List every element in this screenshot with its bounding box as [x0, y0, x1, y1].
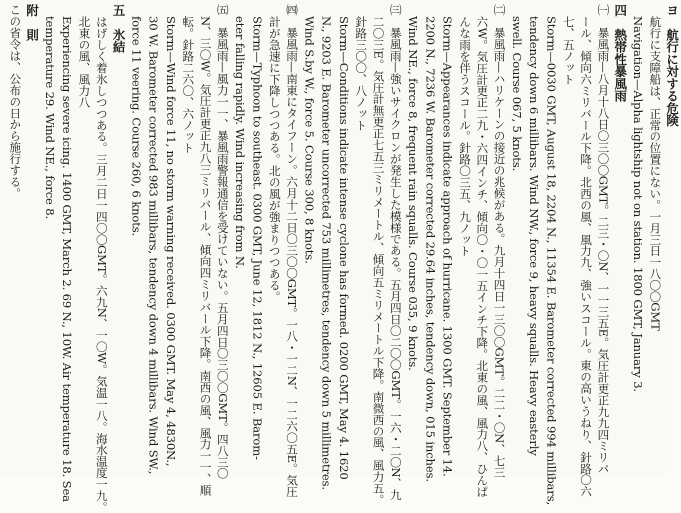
- section-heading-supplementary: 附 則: [24, 4, 40, 41]
- section-heading: ヨ 航行に対する危険: [664, 4, 680, 127]
- text-line: Wind S.by W., force 5. Course 300, 8 knots.: [302, 16, 317, 264]
- text-line: Navigation—Alpha lightship not on station. 1800 GMT, January 3.: [630, 16, 645, 392]
- text-line: んな雨を伴うスコール。針路〇三五、九ノット: [458, 16, 473, 257]
- text-line: この省令は、公布の日から施行する。: [8, 4, 23, 199]
- text-line: 航行に支障船は、正常の位置にない。一月三日一八〇〇GMT: [648, 16, 663, 331]
- text-line: temperature 29. Wind NE., force 8.: [42, 16, 57, 220]
- section-heading-tropical-storm: 四 熱帯性暴風雨: [612, 4, 628, 102]
- text-line: はげしく着氷しつつある。三月二日一四〇〇GMT。六九N、一〇W。気温一八。海水温度一九。: [94, 16, 109, 513]
- text-line: 2200 N., 7236 W. Barometer corrected 29.64 inches, tendency down, 015 inches.: [423, 16, 438, 482]
- text-line: 北東の風、風力八: [77, 16, 92, 108]
- text-line: 転。針路二六〇、六ノット: [181, 16, 196, 154]
- text-line: ール、傾向六ミリバール下降。北西の風、風力九、強いスコール。東の高いうねり、針路〇六: [579, 16, 594, 497]
- text-line: force 11 veering. Course 260, 6 knots.: [129, 16, 144, 237]
- text-line: 針路三〇〇、八ノット: [354, 16, 369, 131]
- text-line: 計が急速に下降しつつある。北の風が強まりつつある。: [267, 16, 282, 303]
- text-line: Storm—Typhoon to southeast. 0300 GMT, June 12, 1812 N., 12605 E. Barom-: [250, 16, 265, 460]
- text-line: Storm—Wind force 11, no storm warning received. 0300 GMT. May 4, 4830N.,: [163, 16, 178, 467]
- text-line: Storm—Appearances indicate approach of hurricane. 1300 GMT. September 14.: [440, 16, 455, 477]
- text-line: N、三〇W。気圧計更正九八三ミリバール、傾向四ミリバール下降。南西の風、風力一一、順: [198, 16, 213, 496]
- text-line: ㈣ 暴風雨—南東にタイフーン。六月十二日〇三〇〇GMT。一八・一二N、一二六〇五E。気圧: [285, 4, 300, 498]
- text-line: 七、五ノット: [561, 16, 576, 85]
- text-line: eter falling rapidly. Wind increasing from N.: [233, 16, 248, 269]
- text-line: 30 W. Barometer corrected 983 millibars, tendency down 4 millibars. Wind SW.,: [146, 16, 161, 475]
- text-line: 六W。気圧計更正二九・六四インチ、傾向〇・〇一五インチ下降。北東の風、風力八、ひんぱ: [475, 16, 490, 498]
- text-line: ㈠ 暴風雨—八月十八日〇三〇〇GMT。二三・〇N、一一三五E。気圧計更正九九四ミリバ: [596, 4, 611, 475]
- text-line: ㈤ 暴風雨—風力一一、暴風雨警報通信を受けていない。五月四日〇三〇〇GMT。四八三〇: [215, 4, 230, 479]
- text-line: Wind NE., force 8, frequent rain squalls. Course 035, 9 knots.: [406, 16, 421, 371]
- text-line: N., 9203 E. Barometer uncorrected 753 millimetres, tendency down 5 millimetres.: [319, 16, 334, 490]
- text-line: ㈡ 暴風雨—ハリケーンの接近の兆候がある。九月十四日一三〇〇GMT。二二・〇N、七三: [492, 4, 507, 478]
- text-line: Storm—0030 GMT, August 18, 2204 N., 11354 E. Barometer corrected 994 millibars,: [544, 16, 559, 506]
- vertical-text-columns: [6, 4, 681, 513]
- text-line: tendency down 6 millibars. Wind NW., force 9, heavy squalls. Heavy easterly: [527, 16, 542, 456]
- text-line: Experiencing severe icing. 1400 GMT, March 2. 69 N., 10W. Air temperature 18. Sea: [60, 16, 75, 502]
- text-line: swell. Course 067, 5 knots.: [509, 16, 524, 172]
- text-line: 二〇三E。気圧計無更正七五三ミリメートル、傾向五ミリメートル下降。南微西の風、風力五。: [371, 16, 386, 506]
- text-line: Storm—Conditions indicate intense cyclone has formed. 0200 GMT, May 4. 1620: [336, 16, 351, 480]
- section-heading-icing: 五 氷結: [111, 4, 127, 53]
- text-line: ㈢ 暴風雨—強いサイクロンが発生した模様である。五月四日〇二〇〇GMT。一六・二〇N、九: [388, 4, 403, 501]
